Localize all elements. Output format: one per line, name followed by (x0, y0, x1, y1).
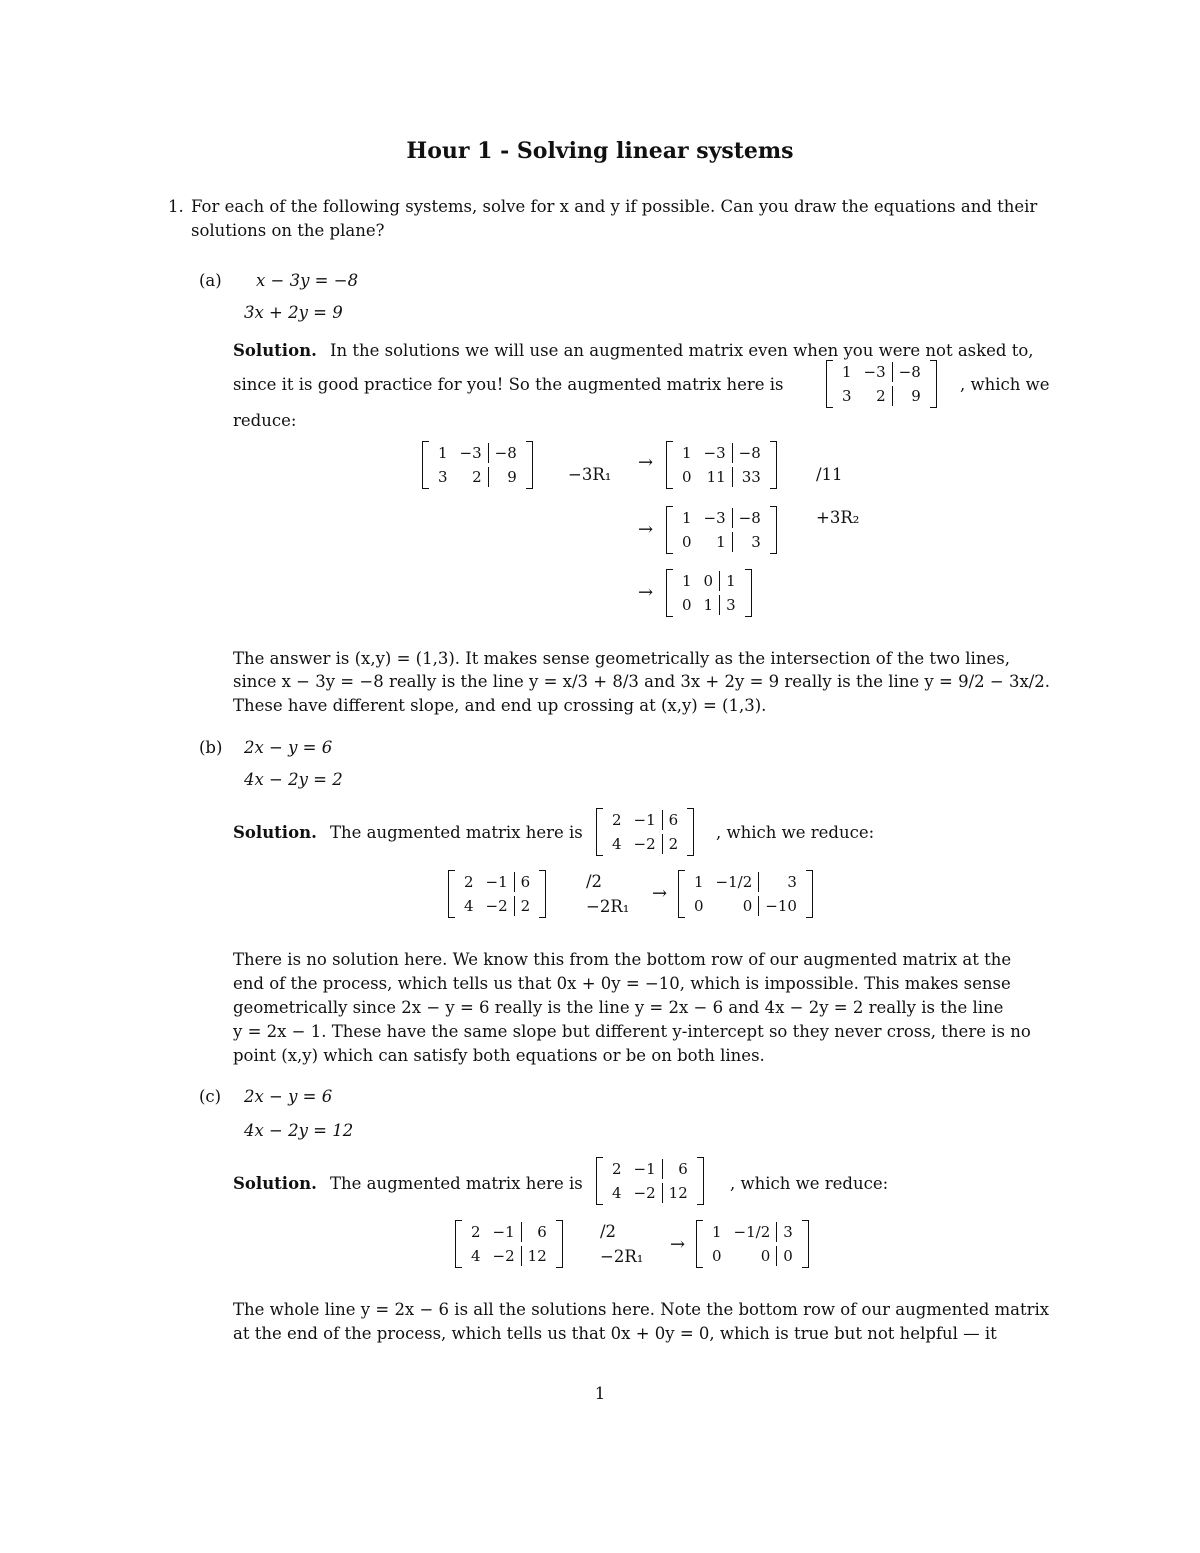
bracket-right (806, 870, 813, 918)
matrix-entry: 6 (662, 1159, 694, 1179)
part-a-solution-line2-end: , which we (960, 375, 1050, 394)
matrix-a-step1 (422, 441, 533, 489)
part-b-solution-label: Solution. (233, 823, 317, 842)
bracket-right (539, 870, 546, 918)
matrix-entry: 0 (712, 1247, 722, 1265)
row-op-c-step1-r2: −2R₁ (600, 1247, 644, 1266)
matrix-entry: 9 (488, 467, 523, 487)
matrix-entry: 2 (612, 1160, 622, 1178)
matrix-entry: 2 (464, 873, 474, 891)
bracket-right (697, 1157, 704, 1205)
matrix-entry: 2 (472, 468, 482, 486)
matrix-entry: −2 (485, 897, 508, 915)
part-b-answer-line4: y = 2x − 1. These have the same slope but different y-intercept so they never cross, there is no (233, 1022, 1031, 1041)
matrix-entry: 4 (464, 897, 474, 915)
part-c-answer-line2: at the end of the process, which tells us that 0x + 0y = 0, which is true but not helpful — it (233, 1324, 997, 1343)
matrix-entry: −1 (633, 811, 656, 829)
row-op-c-step1-r1: /2 (600, 1222, 617, 1241)
matrix-entry: 1 (682, 444, 692, 462)
augmented-matrix-c-intro (596, 1157, 704, 1205)
matrix-entry: 1 (682, 572, 692, 590)
question-text-line1: For each of the following systems, solve for x and y if possible. Can you draw the equations and their (191, 197, 1038, 216)
matrix-entry: 0 (682, 533, 692, 551)
part-a-answer-line3: These have different slope, and end up crossing at (x,y) = (1,3). (233, 696, 767, 715)
matrix-entry: −8 (892, 362, 927, 382)
matrix-entry: 2 (471, 1223, 481, 1241)
matrix-entry: −8 (488, 443, 523, 463)
matrix-entry: 0 (703, 572, 714, 590)
part-a-solution-line2: since it is good practice for you! So the augmented matrix here is (233, 375, 784, 394)
matrix-entry: 1 (719, 571, 742, 591)
part-b-answer-line1: There is no solution here. We know this from the bottom row of our augmented matrix at the (233, 950, 1012, 969)
matrix-entry: −1/2 (715, 873, 753, 891)
matrix-entry: 1 (438, 444, 448, 462)
part-a-solution-label: Solution. (233, 341, 317, 360)
matrix-entry: 0 (742, 897, 753, 915)
bracket-right (526, 441, 533, 489)
matrix-b-step1 (448, 870, 546, 918)
bracket-right (930, 360, 937, 408)
matrix-entry: 9 (892, 386, 927, 406)
row-op-a-step3: +3R₂ (816, 508, 860, 527)
bracket-right (745, 569, 752, 617)
matrix-entry: 1 (712, 1223, 722, 1241)
matrix-a-step3 (666, 506, 777, 554)
arrow-icon: → (638, 582, 654, 603)
augmented-matrix-a-intro (826, 360, 937, 408)
matrix-entry: 3 (758, 872, 803, 892)
arrow-icon: → (652, 883, 668, 904)
part-a-eq2: 3x + 2y = 9 (244, 303, 343, 322)
part-b-label: (b) (199, 738, 223, 757)
question-text-line2: solutions on the plane? (191, 221, 385, 240)
matrix-entry: −2 (633, 1184, 656, 1202)
matrix-c-step1 (455, 1220, 563, 1268)
bracket-right (802, 1220, 809, 1268)
matrix-entry: 2 (662, 834, 685, 854)
matrix-entry: 0 (694, 897, 704, 915)
part-b-eq1: 2x − y = 6 (244, 738, 333, 757)
part-b-answer-line5: point (x,y) which can satisfy both equations or be on both lines. (233, 1046, 765, 1065)
matrix-entry: −8 (732, 508, 767, 528)
matrix-entry: −2 (633, 835, 656, 853)
part-c-solution-label: Solution. (233, 1174, 317, 1193)
matrix-a-step4 (666, 569, 752, 617)
matrix-b-step2 (678, 870, 813, 918)
matrix-entry: 1 (694, 873, 704, 891)
matrix-entry: 0 (682, 468, 692, 486)
matrix-entry: 3 (732, 532, 767, 552)
matrix-entry: 12 (521, 1246, 553, 1266)
matrix-c-step2 (696, 1220, 809, 1268)
part-a-label: (a) (199, 271, 222, 290)
page-title: Hour 1 - Solving linear systems (406, 138, 794, 164)
matrix-entry: −3 (863, 363, 886, 381)
matrix-entry: −1 (492, 1223, 515, 1241)
matrix-entry: 3 (842, 387, 852, 405)
matrix-entry: −1 (485, 873, 508, 891)
matrix-entry: −1 (633, 1160, 656, 1178)
matrix-entry: 1 (703, 596, 714, 614)
part-a-eq1: x − 3y = −8 (256, 271, 359, 290)
matrix-entry: 0 (776, 1246, 799, 1266)
matrix-entry: −2 (492, 1247, 515, 1265)
part-b-solution-text: The augmented matrix here is (330, 823, 583, 842)
matrix-entry: −3 (459, 444, 482, 462)
arrow-icon: → (638, 519, 654, 540)
part-b-answer-line2: end of the process, which tells us that 0x + 0y = −10, which is impossible. This makes sense (233, 974, 1011, 993)
matrix-entry: 6 (521, 1222, 553, 1242)
matrix-entry: −3 (703, 509, 726, 527)
matrix-entry: 2 (514, 896, 537, 916)
question-number: 1. (168, 197, 184, 216)
part-c-solution-text: The augmented matrix here is (330, 1174, 583, 1193)
part-a-answer-line2: since x − 3y = −8 really is the line y = x/3 + 8/3 and 3x + 2y = 9 really is the line y = 9/2 − 3x/2. (233, 672, 1051, 691)
matrix-entry: 3 (438, 468, 448, 486)
matrix-entry: 1 (682, 509, 692, 527)
part-a-solution-line1: In the solutions we will use an augmented matrix even when you were not asked to, (330, 341, 1034, 360)
matrix-a-step2 (666, 441, 777, 489)
part-c-eq2: 4x − 2y = 12 (244, 1121, 354, 1140)
matrix-entry: −3 (703, 444, 726, 462)
row-op-a-step1: −3R₁ (568, 465, 612, 484)
matrix-entry: 1 (716, 533, 726, 551)
matrix-entry: 3 (776, 1222, 799, 1242)
matrix-entry: −10 (758, 896, 803, 916)
arrow-icon: → (638, 452, 654, 473)
part-c-solution-after: , which we reduce: (730, 1174, 889, 1193)
matrix-entry: 6 (514, 872, 537, 892)
matrix-entry: 4 (612, 1184, 622, 1202)
matrix-entry: 12 (662, 1183, 694, 1203)
page-number: 1 (594, 1384, 606, 1403)
part-b-answer-line3: geometrically since 2x − y = 6 really is the line y = 2x − 6 and 4x − 2y = 2 really is the line (233, 998, 1004, 1017)
matrix-entry: 2 (876, 387, 886, 405)
part-b-solution-after: , which we reduce: (716, 823, 875, 842)
bracket-right (556, 1220, 563, 1268)
matrix-entry: 1 (842, 363, 852, 381)
arrow-icon: → (670, 1234, 686, 1255)
matrix-entry: 2 (612, 811, 622, 829)
part-c-answer-line1: The whole line y = 2x − 6 is all the solutions here. Note the bottom row of our augmented matrix (233, 1300, 1050, 1319)
part-a-answer-line1: The answer is (x,y) = (1,3). It makes sense geometrically as the intersection of the two lines, (233, 649, 1010, 668)
part-c-eq1: 2x − y = 6 (244, 1087, 333, 1106)
part-c-label: (c) (199, 1087, 222, 1106)
part-b-eq2: 4x − 2y = 2 (244, 770, 343, 789)
matrix-entry: −8 (732, 443, 767, 463)
matrix-entry: 4 (471, 1247, 481, 1265)
matrix-entry: 6 (662, 810, 685, 830)
matrix-entry: 33 (732, 467, 767, 487)
bracket-right (687, 808, 694, 856)
matrix-entry: 0 (682, 596, 692, 614)
row-op-b-step1-r2: −2R₁ (586, 897, 630, 916)
part-a-solution-line3: reduce: (233, 411, 297, 430)
row-op-b-step1-r1: /2 (586, 872, 603, 891)
matrix-entry: 0 (760, 1247, 771, 1265)
augmented-matrix-b-intro (596, 808, 694, 856)
matrix-entry: −1/2 (733, 1223, 771, 1241)
matrix-entry: 4 (612, 835, 622, 853)
matrix-entry: 3 (719, 595, 742, 615)
bracket-right (770, 506, 777, 554)
matrix-entry: 11 (706, 468, 726, 486)
row-op-a-step2: /11 (816, 465, 843, 484)
bracket-right (770, 441, 777, 489)
